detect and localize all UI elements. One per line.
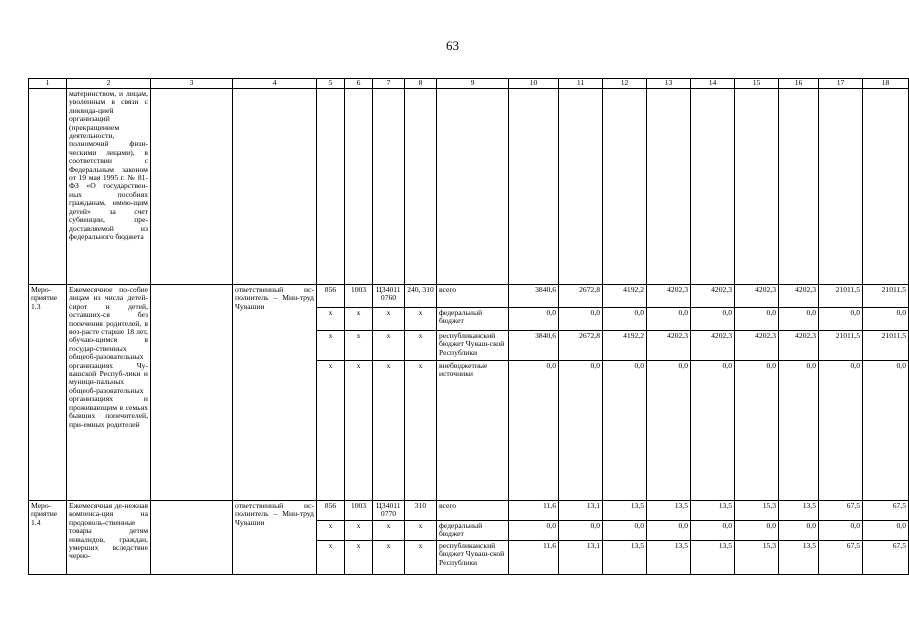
measure-id: Меро-приятие 1.4 xyxy=(29,501,67,575)
value-cell: 0,0 xyxy=(509,361,559,501)
value-cell: 4202,3 xyxy=(647,285,691,308)
value-cell: 0,0 xyxy=(779,361,819,501)
value-cell: 4192,2 xyxy=(603,331,647,361)
empty-cell xyxy=(647,89,691,285)
funding-source: республиканский бюджет Чуваш-ской Республики xyxy=(437,331,509,361)
code-section: х xyxy=(345,308,373,331)
code-section: х xyxy=(345,331,373,361)
value-cell: 4202,3 xyxy=(735,285,779,308)
value-cell: 0,0 xyxy=(691,521,735,541)
value-cell: 4202,3 xyxy=(691,285,735,308)
value-cell: 2672,8 xyxy=(559,331,603,361)
value-cell: 13,5 xyxy=(647,541,691,575)
code-section: 1003 xyxy=(345,501,373,521)
empty-cell xyxy=(317,89,345,285)
value-cell: 0,0 xyxy=(863,308,909,331)
code-section: х xyxy=(345,361,373,501)
value-cell: 0,0 xyxy=(779,521,819,541)
empty-cell xyxy=(603,89,647,285)
value-cell: 13,1 xyxy=(559,501,603,521)
value-cell: 0,0 xyxy=(603,308,647,331)
code-expense-type: х xyxy=(405,331,437,361)
empty-cell xyxy=(779,89,819,285)
value-cell: 4202,3 xyxy=(691,331,735,361)
value-cell: 15,3 xyxy=(735,501,779,521)
code-target: х xyxy=(373,541,405,575)
header-cell: 8 xyxy=(405,79,437,89)
code-grbs: х xyxy=(317,308,345,331)
code-expense-type: х xyxy=(405,308,437,331)
code-expense-type: х xyxy=(405,541,437,575)
value-cell: 21011,5 xyxy=(819,331,863,361)
code-target: х xyxy=(373,308,405,331)
measure-executor: ответственный ис-полнитель – Мин-труд Чувашии xyxy=(233,285,317,501)
code-grbs: х xyxy=(317,361,345,501)
value-cell: 4202,3 xyxy=(647,331,691,361)
header-cell: 5 xyxy=(317,79,345,89)
code-expense-type: 240, 310 xyxy=(405,285,437,308)
empty-cell xyxy=(559,89,603,285)
value-cell: 0,0 xyxy=(509,308,559,331)
value-cell: 0,0 xyxy=(735,308,779,331)
code-grbs: х xyxy=(317,521,345,541)
header-cell: 1 xyxy=(29,79,67,89)
value-cell: 13,5 xyxy=(779,501,819,521)
empty-cell xyxy=(863,89,909,285)
value-cell: 4202,3 xyxy=(779,285,819,308)
empty-cell xyxy=(373,89,405,285)
empty-cell xyxy=(151,89,233,285)
value-cell: 13,5 xyxy=(647,501,691,521)
header-cell: 18 xyxy=(863,79,909,89)
code-target: х xyxy=(373,331,405,361)
header-cell: 14 xyxy=(691,79,735,89)
header-cell: 16 xyxy=(779,79,819,89)
value-cell: 0,0 xyxy=(819,308,863,331)
header-cell: 4 xyxy=(233,79,317,89)
code-section: х xyxy=(345,541,373,575)
code-target: х xyxy=(373,521,405,541)
code-expense-type: х xyxy=(405,361,437,501)
value-cell: 0,0 xyxy=(863,521,909,541)
empty-cell xyxy=(437,89,509,285)
value-cell: 0,0 xyxy=(559,308,603,331)
carry-over-row xyxy=(29,89,909,285)
measure-description: Ежемесячная де-нежная компенса-ция на продоволь-ственные товары детям инвалидов, граждан, умерших вследствие черно- xyxy=(67,501,151,575)
value-cell: 0,0 xyxy=(819,361,863,501)
header-row xyxy=(29,79,909,89)
budget-table xyxy=(28,78,909,575)
value-cell: 0,0 xyxy=(735,361,779,501)
empty-cell xyxy=(151,285,233,501)
value-cell: 15,3 xyxy=(735,541,779,575)
value-cell: 3840,6 xyxy=(509,331,559,361)
value-cell: 0,0 xyxy=(559,521,603,541)
value-cell: 0,0 xyxy=(863,361,909,501)
value-cell: 2672,8 xyxy=(559,285,603,308)
value-cell: 21011,5 xyxy=(863,285,909,308)
value-cell: 0,0 xyxy=(819,521,863,541)
header-cell: 9 xyxy=(437,79,509,89)
value-cell: 0,0 xyxy=(691,308,735,331)
value-cell: 0,0 xyxy=(647,308,691,331)
carry-description: материнством, и лицам, уволенным в связи с ликвида-цией организаций (прекращением деятельности, полномочий физи-ческими лицами), в соответствии с Федеральным законом от 19 мая 1995 г. № 81-ФЗ «О государствен-ных пособиях гражданам, имею-щим детей» за счет субвенции, пре-доставляемой из федерального бюджета xyxy=(67,89,151,285)
empty-cell xyxy=(405,89,437,285)
funding-source: республиканский бюджет Чуваш-ской Республики xyxy=(437,541,509,575)
value-cell: 67,5 xyxy=(863,501,909,521)
value-cell: 4192,2 xyxy=(603,285,647,308)
empty-cell xyxy=(345,89,373,285)
value-cell: 11,6 xyxy=(509,541,559,575)
value-cell: 67,5 xyxy=(819,501,863,521)
value-cell: 4202,3 xyxy=(779,331,819,361)
value-cell: 3840,6 xyxy=(509,285,559,308)
table-row xyxy=(29,285,909,308)
funding-source: федеральный бюджет xyxy=(437,308,509,331)
code-expense-type: х xyxy=(405,521,437,541)
value-cell: 13,5 xyxy=(603,501,647,521)
value-cell: 11,6 xyxy=(509,501,559,521)
funding-source: всего xyxy=(437,285,509,308)
value-cell: 0,0 xyxy=(603,521,647,541)
empty-cell xyxy=(151,501,233,575)
page-number: 63 xyxy=(446,38,459,53)
header-cell: 6 xyxy=(345,79,373,89)
header-cell: 10 xyxy=(509,79,559,89)
measure-executor: ответственный ис-полнитель – Мин-труд Чувашии xyxy=(233,501,317,575)
measure-id: Меро-приятие 1.3 xyxy=(29,285,67,501)
code-grbs: 856 xyxy=(317,285,345,308)
header-cell: 15 xyxy=(735,79,779,89)
code-target: Ц34011 0760 xyxy=(373,285,405,308)
empty-cell xyxy=(735,89,779,285)
value-cell: 21011,5 xyxy=(863,331,909,361)
value-cell: 0,0 xyxy=(691,361,735,501)
empty-cell xyxy=(509,89,559,285)
table-row xyxy=(29,501,909,521)
code-expense-type: 310 xyxy=(405,501,437,521)
value-cell: 0,0 xyxy=(509,521,559,541)
header-cell: 12 xyxy=(603,79,647,89)
value-cell: 0,0 xyxy=(735,521,779,541)
empty-cell xyxy=(233,89,317,285)
empty-cell xyxy=(819,89,863,285)
value-cell: 0,0 xyxy=(647,521,691,541)
value-cell: 0,0 xyxy=(647,361,691,501)
value-cell: 4202,3 xyxy=(735,331,779,361)
value-cell: 13,1 xyxy=(559,541,603,575)
header-cell: 2 xyxy=(67,79,151,89)
code-target: Ц34011 0770 xyxy=(373,501,405,521)
header-cell: 11 xyxy=(559,79,603,89)
funding-source: внебюджетные источники xyxy=(437,361,509,501)
header-cell: 13 xyxy=(647,79,691,89)
header-cell: 3 xyxy=(151,79,233,89)
code-target: х xyxy=(373,361,405,501)
value-cell: 21011,5 xyxy=(819,285,863,308)
value-cell: 0,0 xyxy=(559,361,603,501)
value-cell: 13,5 xyxy=(691,501,735,521)
code-grbs: х xyxy=(317,541,345,575)
value-cell: 13,5 xyxy=(603,541,647,575)
empty-cell xyxy=(691,89,735,285)
code-grbs: 856 xyxy=(317,501,345,521)
code-section: 1003 xyxy=(345,285,373,308)
code-section: х xyxy=(345,521,373,541)
value-cell: 0,0 xyxy=(779,308,819,331)
measure-description: Ежемесячное по-собие лицам из числа детей-сирот и детей, оставших-ся без попечения родителей, в воз-расте старше 18 лет, обучаю-щимся в государ-ственных общеоб-разовательных организациях Чу-вашской Респуб-лики и муници-пальных общеоб-разовательных организациях и проживающим в семьях бывших попечителей, при-емных родителей xyxy=(67,285,151,501)
value-cell: 13,5 xyxy=(691,541,735,575)
code-grbs: х xyxy=(317,331,345,361)
header-cell: 7 xyxy=(373,79,405,89)
funding-source: федеральный бюджет xyxy=(437,521,509,541)
carry-id-cell xyxy=(29,89,67,285)
value-cell: 67,5 xyxy=(819,541,863,575)
value-cell: 67,5 xyxy=(863,541,909,575)
value-cell: 0,0 xyxy=(603,361,647,501)
value-cell: 13,5 xyxy=(779,541,819,575)
funding-source: всего xyxy=(437,501,509,521)
header-cell: 17 xyxy=(819,79,863,89)
